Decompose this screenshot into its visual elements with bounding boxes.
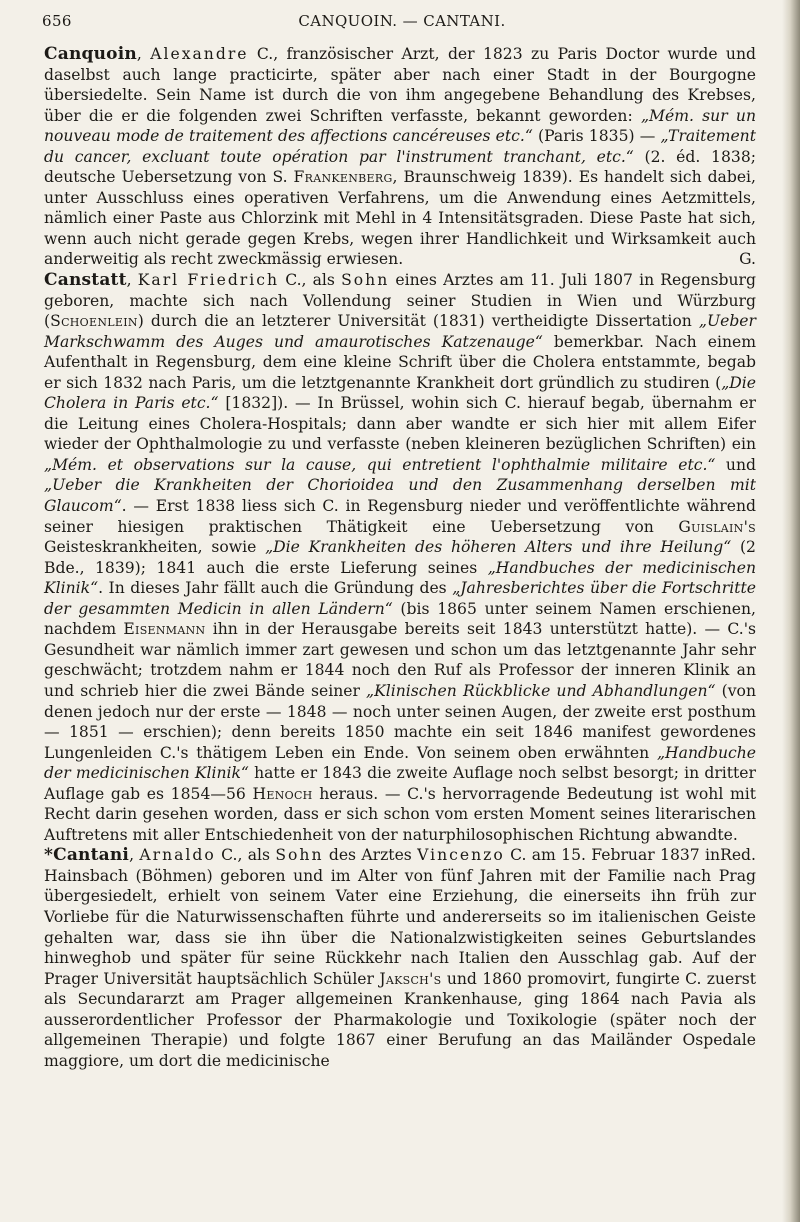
page-header <box>42 10 762 32</box>
entry-text: Geisteskrankheiten, sowie <box>44 538 266 557</box>
entry-text: C., als <box>215 846 276 865</box>
title-citation: „Ueber Markschwamm des Auges und amaurotisches Katzenauge“ <box>44 312 756 351</box>
entry-headword: Canstatt <box>44 270 127 291</box>
title-citation: „Jahresberichtes über die Fortschritte der gesammten Medicin in allen Ländern“ <box>44 579 756 618</box>
title-citation: „Traitement du cancer, excluant toute opération par l'instrument tranchant, etc.“ <box>44 127 756 166</box>
entry-text: (Paris 1835) — <box>532 127 661 146</box>
entry-text: ) durch die an letzterer Universität (1831) vertheidigte Dissertation <box>137 312 699 331</box>
entry-text: C. am 15. Februar 1837 in Hainsbach (Böhmen) geboren und im Alter von fünf Jahren mit der Familie nach Prag übergesiedelt, erhielt von seinem Vater eine Erziehung, die einerseits ihn früh zur Vorliebe für die Naturwissenschaften führte und andererseits so im italienischen Geiste gehalten war, dass sie ihn über die Nationalzwistigkeiten seines Geburtslandes hinweghob und später für seine Rückkehr nach Italien den Ausschlag gab. Auf der Prager Universität hauptsächlich Schüler <box>44 846 756 988</box>
spaced-name: Alexandre <box>150 45 249 63</box>
running-title: CANQUOIN. — CANTANI. <box>298 12 506 30</box>
page-body <box>44 44 756 1071</box>
entry-cantani <box>44 845 756 1071</box>
entry-text: , <box>129 846 140 865</box>
entry-text: . In dieses Jahr fällt auch die Gründung des <box>98 579 453 598</box>
entry-text: C., französischer Arzt, der 1823 zu Paris Doctor wurde und daselbst auch lange practicirte, später aber nach einer Stadt in der Bourgogne übersiedelte. Sein Name ist durch die von ihm angegebene Behandlung des Krebses, über die er die folgenden zwei Schriften verfasste, bekannt geworden: <box>44 45 756 125</box>
entry-text: und <box>715 455 756 474</box>
entry-canquoin <box>44 44 756 270</box>
entry-text: (bis 1865 unter seinem Namen erschienen, nachdem <box>44 599 756 639</box>
title-citation: „Ueber die Krankheiten der Chorioidea und den Zusammenhang derselben mit Glaucom“ <box>44 476 756 516</box>
entry-headword: *Cantani <box>44 845 130 866</box>
entry-text: (von denen jedoch nur der erste — 1848 — noch unter seinen Augen, der zweite erst posthum — 1851 — erschien); denn bereits 1850 machte ein seit 1846 manifest gewordenes Lungenleiden C.'s thätigem Leben ein Ende. Von seinem oben erwähnten <box>44 681 756 762</box>
page-number: 656 <box>42 12 72 30</box>
author-name: Eisenmann <box>123 620 206 639</box>
spaced-name: Vincenzo <box>417 846 505 865</box>
title-citation: „Handbuche der medicinischen Klinik“ <box>44 743 756 783</box>
entry-text: , <box>136 45 151 63</box>
author-name: Schoenlein <box>50 312 138 331</box>
entry-text: , Braunschweig 1839). Es handelt sich dabei, unter Ausschluss eines operativen Verfahrens, um die Anwendung eines Aetzmittels, nämlich einer Paste aus Chlorzink mit Mehl in 4 Intensitätsgraden. Diese Paste hat sich, wenn auch nicht gerade gegen Krebs, wegen ihrer Handlichkeit und Wirksamkeit auch anderweitig als recht zweckmässig erwiesen. <box>44 168 756 269</box>
entry-text: und 1860 promovirt, fungirte C. zuerst als Secundararzt am Prager allgemeinen Krankenhause, ging 1864 nach Pavia als ausserordentlicher Professor der Pharmakologie und Toxikologie (später noch der allgemeinen Therapie) und folgte 1867 einer Berufung an das Mailänder Ospedale maggiore, um dort die medicinische <box>44 969 756 1070</box>
entry-text: (2. éd. 1838; deutsche Uebersetzung von S. <box>44 147 756 187</box>
spaced-name: Sohn <box>275 846 324 865</box>
author-name: Jaksch's <box>379 969 442 988</box>
entry-text: [1832]). — In Brüssel, wohin sich C. hierauf begab, übernahm er die Leitung eines Cholera-Hospitals; dann aber wandte er sich hier mit allem Eifer wieder der Ophthalmologie zu und verfasste (neben kleineren bezüglichen Schriften) ein <box>44 394 756 454</box>
author-name: Guislain's <box>678 517 756 536</box>
author-name: Frankenberg <box>293 168 393 187</box>
spaced-name: Sohn <box>341 271 390 290</box>
entry-text: , <box>126 271 138 290</box>
entry-headword: Canquoin <box>44 44 137 64</box>
title-citation: „Handbuches der medicinischen Klinik“ <box>44 558 756 598</box>
author-signature: Red. <box>720 846 756 865</box>
author-signature: G. <box>739 250 756 269</box>
title-citation: „Mém. et observations sur la cause, qui entretient l'ophthalmie militaire etc.“ <box>44 455 716 474</box>
author-name: Henoch <box>252 784 313 803</box>
entry-text: hatte er 1843 die zweite Auflage noch selbst besorgt; in dritter Auflage gab es 1854—56 <box>44 764 756 803</box>
entry-text: eines Arztes am 11. Juli 1807 in Regensburg geboren, machte sich nach Vollendung seiner Studien in Wien und Würzburg ( <box>44 271 756 331</box>
entry-text: C., als <box>279 271 342 290</box>
title-citation: „Mém. sur un nouveau mode de traitement des affections cancéreuses etc.“ <box>44 106 756 146</box>
title-citation: „Klinischen Rückblicke und Abhandlungen“ <box>366 681 716 700</box>
entry-text: ihn in der Herausgabe bereits seit 1843 unterstützt hatte). — C.'s Gesundheit war nämlich immer zart gewesen und schon um das letztgenannte Jahr sehr geschwächt; trotzdem nahm er 1844 noch den Ruf als Professor der inneren Klinik an und schrieb hier die zwei Bände seiner <box>44 620 756 700</box>
title-citation: „Die Cholera in Paris etc.“ <box>44 373 756 413</box>
entry-text: bemerkbar. Nach einem Aufenthalt in Regensburg, dem eine kleine Schrift über die Cholera entstammte, begab er sich 1832 nach Paris, um die letztgenannte Krankheit dort gründlich zu studiren ( <box>44 332 757 392</box>
entry-text: (2 Bde., 1839); 1841 auch die erste Lieferung seines <box>44 538 756 577</box>
entry-text: des Arztes <box>323 846 418 865</box>
page-edge-shadow <box>782 0 800 1222</box>
entry-text: heraus. — C.'s hervorragende Bedeutung ist wohl mit Recht darin gesehen worden, dass er sich schon vom ersten Moment seines literarischen Auftretens mit aller Entschiedenheit von der naturphilosophischen Richtung abwandte. <box>44 784 757 844</box>
spaced-name: Arnaldo <box>139 846 216 865</box>
entry-text: . — Erst 1838 liess sich C. in Regensburg nieder und veröffentlichte während seiner hiesigen praktischen Thätigkeit eine Uebersetzung von <box>44 497 756 536</box>
spaced-name: Karl Friedrich <box>137 271 280 290</box>
title-citation: „Die Krankheiten des höheren Alters und ihre Heilung“ <box>265 538 732 557</box>
